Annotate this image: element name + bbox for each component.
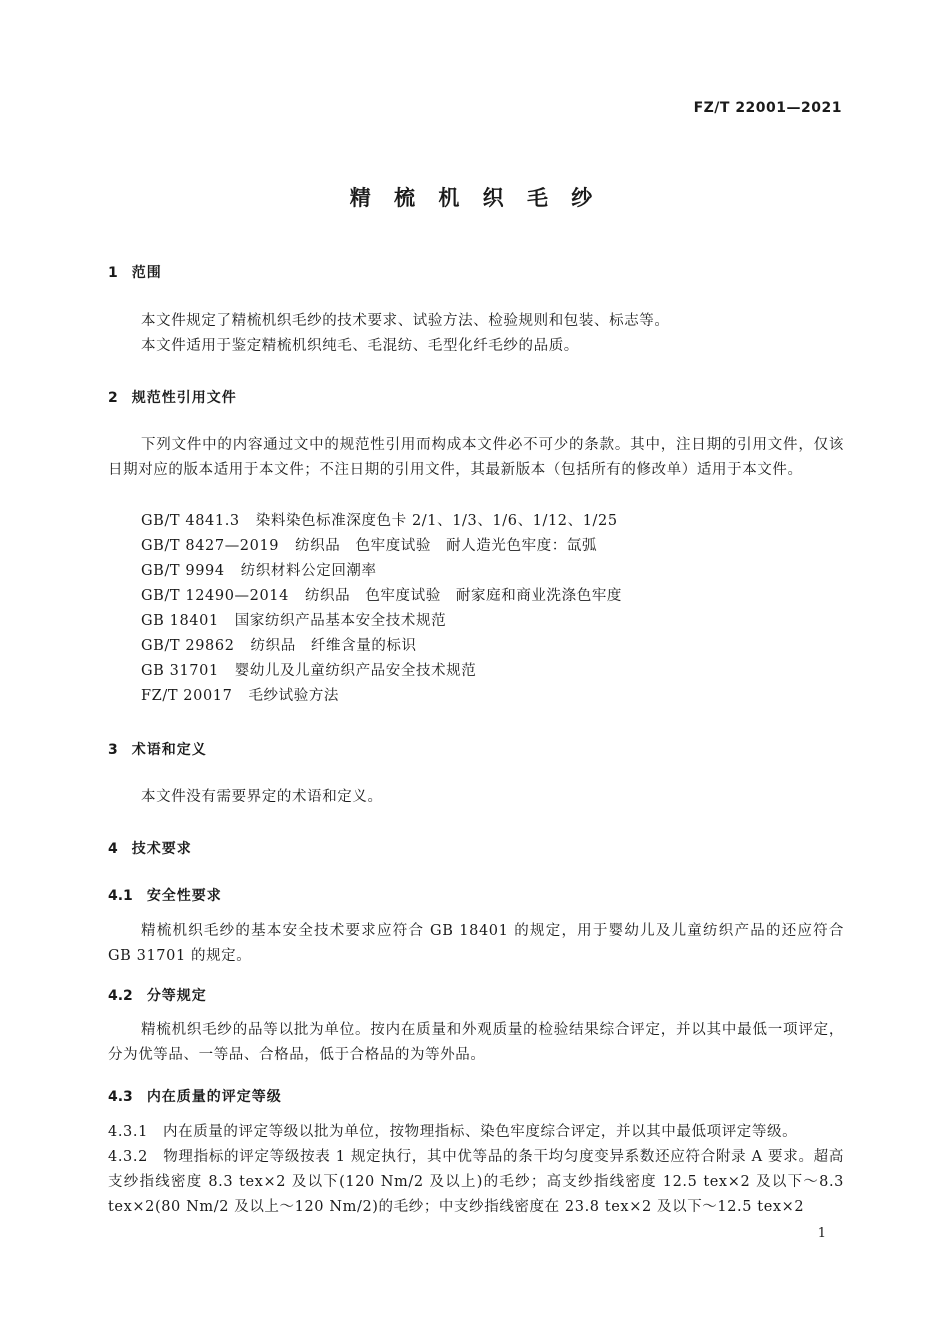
terms-paragraph: 本文件没有需要界定的术语和定义。 [141, 789, 383, 805]
standard-code: FZ/T 22001—2021 [693, 100, 842, 116]
scope-paragraph-1: 本文件规定了精梳机织毛纱的技术要求、试验方法、检验规则和包装、标志等。 [141, 313, 670, 329]
section-title: 术语和定义 [131, 742, 207, 758]
section-number: 3 [108, 742, 118, 758]
reference-item [141, 584, 622, 605]
reference-code: GB/T 12490—2014 [141, 588, 289, 604]
scope-paragraph-2: 本文件适用于鉴定精梳机织纯毛、毛混纺、毛型化纤毛纱的品质。 [141, 338, 579, 354]
section-title: 范围 [131, 265, 162, 281]
reference-title: 纺织品 色牢度试验 耐家庭和商业洗涤色牢度 [304, 588, 623, 604]
references-intro: 下列文件中的内容通过文中的规范性引用而构成本文件必不可少的条款。其中，注日期的引用文件，仅该日期对应的版本适用于本文件；不注日期的引用文件，其最新版本（包括所有的修改单）适用于本文件。 [108, 437, 844, 478]
document-title: 精 梳 机 织 毛 纱 [349, 186, 601, 210]
section-number: 4.3 [108, 1089, 133, 1105]
reference-code: GB/T 29862 [141, 638, 235, 654]
safety-paragraph: 精梳机织毛纱的基本安全技术要求应符合 GB 18401 的规定，用于婴幼儿及儿童纺织产品的还应符合 GB 31701 的规定。 [108, 923, 844, 964]
grading-paragraph: 精梳机织毛纱的品等以批为单位。按内在质量和外观质量的检验结果综合评定，并以其中最低一项评定，分为优等品、一等品、合格品，低于合格品的为等外品。 [108, 1022, 844, 1063]
section-2-heading [108, 387, 237, 407]
reference-item [141, 684, 339, 705]
reference-item [141, 609, 446, 630]
reference-code: GB 31701 [141, 663, 219, 679]
section-number: 2 [108, 390, 118, 406]
clause-4-3-1: 4.3.1 内在质量的评定等级以批为单位，按物理指标、染色牢度综合评定，并以其中最低项评定等级。 [108, 1124, 798, 1140]
reference-item [141, 659, 476, 680]
reference-item [141, 509, 618, 530]
section-title: 内在质量的评定等级 [146, 1089, 282, 1105]
reference-item [141, 559, 377, 580]
reference-code: GB/T 4841.3 [141, 513, 240, 529]
reference-item [141, 534, 597, 555]
reference-title: 纺织品 色牢度试验 耐人造光色牢度：氙弧 [295, 538, 598, 554]
reference-title: 国家纺织产品基本安全技术规范 [234, 613, 447, 629]
reference-title: 毛纱试验方法 [248, 688, 340, 704]
section-number: 4.1 [108, 888, 133, 904]
reference-code: GB/T 9994 [141, 563, 225, 579]
reference-code: GB/T 8427—2019 [141, 538, 280, 554]
section-3-heading [108, 739, 207, 759]
section-4-heading [108, 838, 192, 858]
section-title: 技术要求 [131, 841, 192, 857]
reference-title: 染料染色标准深度色卡 2/1、1/3、1/6、1/12、1/25 [255, 513, 618, 529]
section-title: 规范性引用文件 [131, 390, 237, 406]
section-title: 安全性要求 [146, 888, 222, 904]
section-4-2-heading [108, 985, 207, 1005]
reference-item [141, 634, 417, 655]
section-4-3-heading [108, 1086, 282, 1106]
section-number: 4 [108, 841, 118, 857]
section-title: 分等规定 [146, 988, 207, 1004]
reference-code: FZ/T 20017 [141, 688, 233, 704]
reference-title: 纺织材料公定回潮率 [240, 563, 377, 579]
page-number: 1 [817, 1226, 826, 1241]
section-4-1-heading [108, 885, 222, 905]
reference-title: 婴幼儿及儿童纺织产品安全技术规范 [234, 663, 477, 679]
section-1-heading [108, 262, 162, 282]
reference-code: GB 18401 [141, 613, 219, 629]
section-number: 1 [108, 265, 118, 281]
section-number: 4.2 [108, 988, 133, 1004]
clause-4-3-2: 4.3.2 物理指标的评定等级按表 1 规定执行，其中优等品的条干均匀度变异系数还应符合附录 A 要求。超高支纱指线密度 8.3 tex×2 及以下(120 Nm/2 及以上)的毛纱；高支纱指线密度 12.5 tex×2 及以下～8.3 tex×2(80 Nm/2 及以上～120 Nm/2)的毛纱；中支纱指线密度在 23.8 tex×2 及以下～12.5 tex×2 [108, 1149, 844, 1215]
reference-title: 纺织品 纤维含量的标识 [250, 638, 417, 654]
